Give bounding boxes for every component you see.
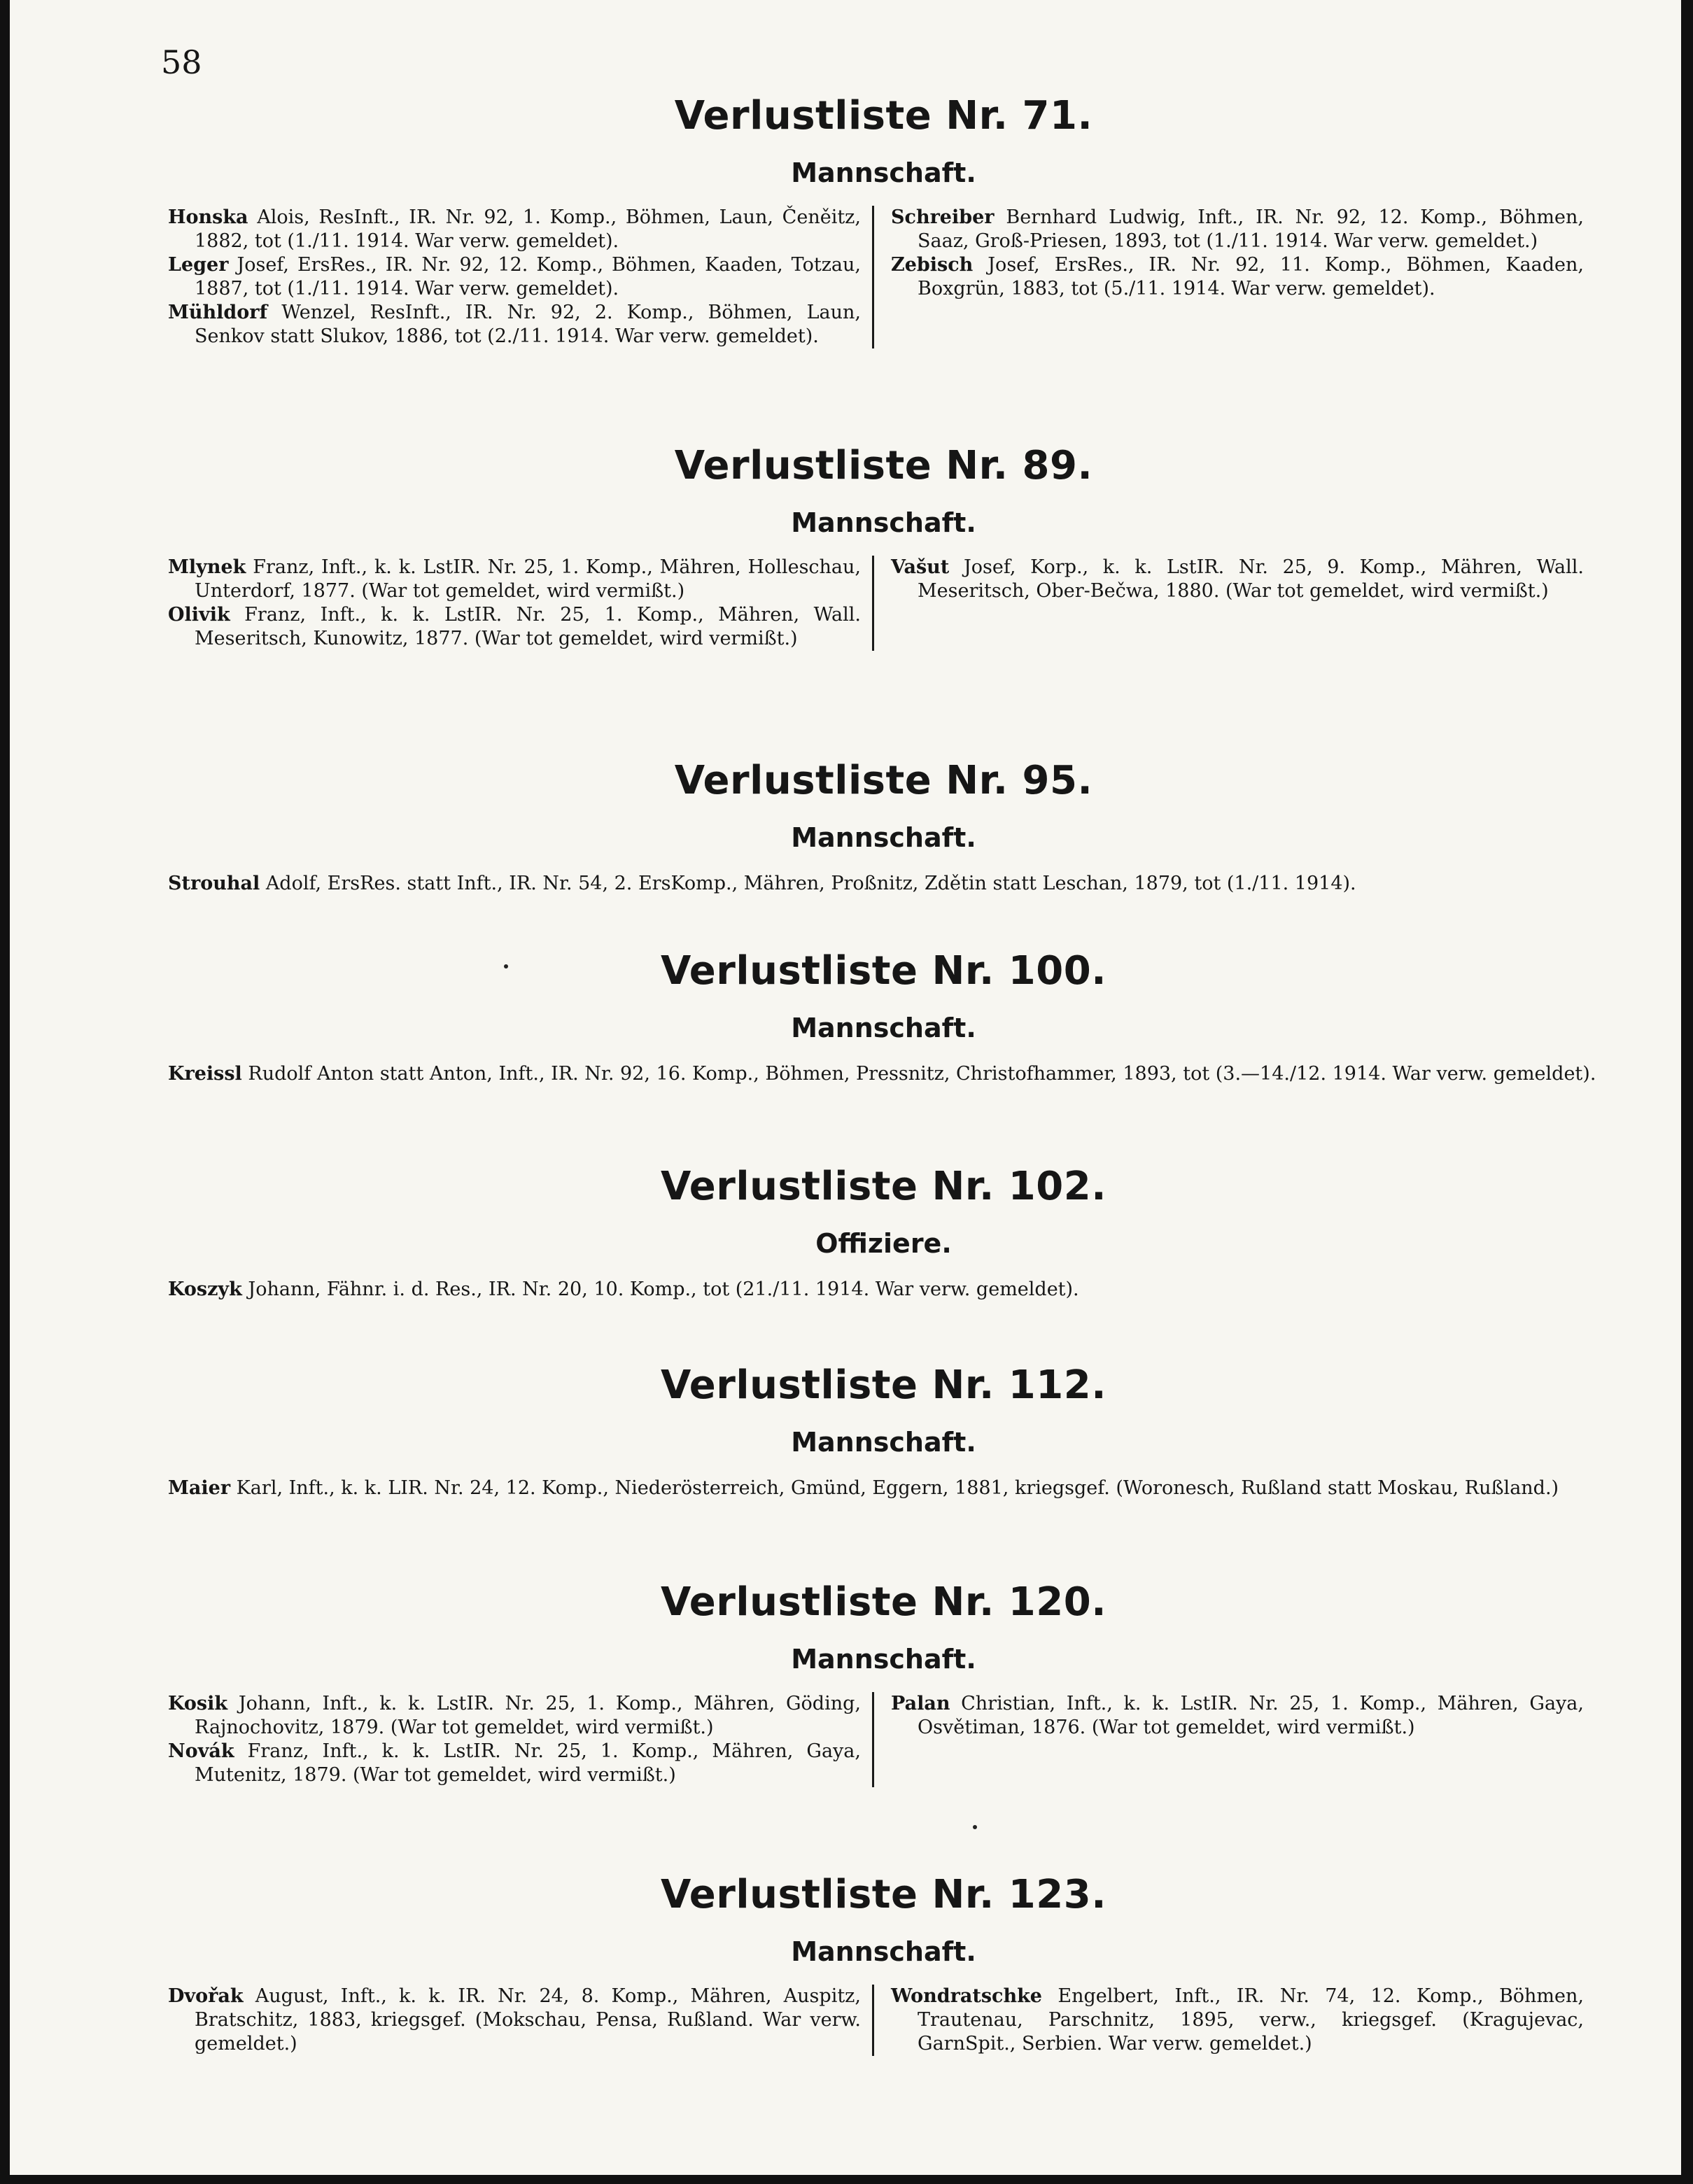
two-column-list: [168, 1692, 1599, 1787]
left-column: [168, 206, 872, 348]
casualty-entry: [168, 1692, 861, 1740]
entry-details: Christian, Inft., k. k. LstIR. Nr. 25, 1. Komp., Mähren, Gaya, Osvětiman, 1876. (War tot gemeldet, wird vermißt.): [918, 1693, 1584, 1738]
column-divider: [872, 1692, 874, 1787]
section-verlustliste-120: [168, 1579, 1599, 1787]
right-column: [885, 1692, 1584, 1787]
section-title: Verlustliste Nr. 120.: [661, 1579, 1107, 1625]
document-page: [10, 0, 1681, 2175]
section-subtitle: Mannschaft.: [791, 1013, 976, 1043]
entry-details: Rudolf Anton statt Anton, Inft., IR. Nr. 92, 16. Komp., Böhmen, Pressnitz, Christofhammer, 1893, tot (3.—14./12. 1914. War verw. gemeldet).: [248, 1063, 1596, 1085]
surname: Leger: [168, 254, 229, 276]
page-number: 58: [161, 43, 202, 81]
surname: Honska: [168, 206, 248, 228]
right-column: [885, 206, 1584, 348]
section-title: Verlustliste Nr. 100.: [661, 948, 1107, 994]
casualty-entry: [168, 556, 861, 603]
surname: Kosik: [168, 1693, 228, 1714]
surname: Olivik: [168, 604, 230, 626]
entry-details: Johann, Inft., k. k. LstIR. Nr. 25, 1. Komp., Mähren, Göding, Rajnochovitz, 1879. (War tot gemeldet, wird vermißt.): [195, 1693, 861, 1738]
casualty-entry: [168, 872, 1599, 896]
entry-details: Johann, Fähnr. i. d. Res., IR. Nr. 20, 10. Komp., tot (21./11. 1914. War verw. gemeldet).: [248, 1278, 1079, 1300]
section-verlustliste-112: [168, 1362, 1599, 1519]
entry-details: Franz, Inft., k. k. LstIR. Nr. 25, 1. Komp., Mähren, Gaya, Mutenitz, 1879. (War tot gemeldet, wird vermißt.): [195, 1740, 861, 1786]
right-column: [885, 1985, 1584, 2056]
surname: Schreiber: [891, 206, 995, 228]
entry-details: Karl, Inft., k. k. LIR. Nr. 24, 12. Komp., Niederösterreich, Gmünd, Eggern, 1881, kriegsgef. (Woronesch, Rußland statt Moskau, Rußland.): [236, 1477, 1559, 1499]
column-divider: [872, 206, 874, 348]
entry-details: Josef, ErsRes., IR. Nr. 92, 11. Komp., Böhmen, Kaaden, Boxgrün, 1883, tot (5./11. 1914. War verw. gemeldet).: [918, 254, 1584, 300]
section-subtitle: Mannschaft.: [791, 1936, 976, 1967]
print-speck: [973, 1825, 977, 1829]
surname: Vašut: [891, 556, 950, 578]
section-subtitle: Mannschaft.: [791, 1427, 976, 1458]
section-verlustliste-71: [168, 93, 1599, 348]
section-title: Verlustliste Nr. 71.: [674, 93, 1093, 139]
entry-details: Engelbert, Inft., IR. Nr. 74, 12. Komp., Böhmen, Trautenau, Parschnitz, 1895, verw., kriegsgef. (Kragujevac, GarnSpit., Serbien. War verw. gemeldet.): [918, 1985, 1584, 2055]
casualty-entry: [168, 1477, 1599, 1500]
surname: Palan: [891, 1693, 950, 1714]
left-column: [168, 1985, 872, 2056]
entry-details: Bernhard Ludwig, Inft., IR. Nr. 92, 12. Komp., Böhmen, Saaz, Groß-Priesen, 1893, tot (1./11. 1914. War verw. gemeldet.): [918, 206, 1584, 252]
section-title: Verlustliste Nr. 112.: [661, 1362, 1107, 1408]
entry-details: August, Inft., k. k. IR. Nr. 24, 8. Komp., Mähren, Auspitz, Bratschitz, 1883, kriegsgef. (Mokschau, Pensa, Rußland. War verw. gemeldet.): [195, 1985, 861, 2055]
left-column: [168, 556, 872, 651]
casualty-entry: [168, 253, 861, 301]
casualty-entry: [891, 1985, 1584, 2056]
section-subtitle: Offiziere.: [815, 1228, 952, 1259]
column-divider: [872, 1985, 874, 2056]
surname: Koszyk: [168, 1278, 242, 1300]
section-title: Verlustliste Nr. 123.: [661, 1872, 1107, 1917]
entry-details: Wenzel, ResInft., IR. Nr. 92, 2. Komp., Böhmen, Laun, Senkov statt Slukov, 1886, tot (2./11. 1914. War verw. gemeldet).: [195, 302, 861, 347]
entry-details: Franz, Inft., k. k. LstIR. Nr. 25, 1. Komp., Mähren, Wall. Meseritsch, Kunowitz, 1877. (War tot gemeldet, wird vermißt.): [195, 604, 861, 649]
two-column-list: [168, 556, 1599, 651]
entry-details: Alois, ResInft., IR. Nr. 92, 1. Komp., Böhmen, Laun, Čeněitz, 1882, tot (1./11. 1914. War verw. gemeldet).: [195, 206, 861, 252]
casualty-entry: [168, 301, 861, 348]
casualty-entry: [168, 1985, 861, 2056]
left-column: [168, 1692, 872, 1787]
surname: Mühldorf: [168, 302, 268, 323]
casualty-entry: [168, 206, 861, 253]
casualty-entry: [168, 1062, 1599, 1086]
section-title: Verlustliste Nr. 89.: [674, 443, 1093, 488]
surname: Mlynek: [168, 556, 246, 578]
section-subtitle: Mannschaft.: [791, 1644, 976, 1675]
casualty-entry: [168, 603, 861, 651]
entry-details: Josef, ErsRes., IR. Nr. 92, 12. Komp., Böhmen, Kaaden, Totzau, 1887, tot (1./11. 1914. War verw. gemeldet).: [195, 254, 861, 300]
casualty-entry: [168, 1278, 1599, 1302]
casualty-entry: [891, 206, 1584, 253]
section-verlustliste-95: [168, 758, 1599, 915]
section-subtitle: Mannschaft.: [791, 157, 976, 188]
casualty-entry: [891, 253, 1584, 301]
section-subtitle: Mannschaft.: [791, 507, 976, 538]
section-verlustliste-89: [168, 443, 1599, 651]
right-column: [885, 556, 1584, 651]
surname: Strouhal: [168, 873, 260, 894]
surname: Zebisch: [891, 254, 974, 276]
casualty-entry: [891, 556, 1584, 603]
surname: Kreissl: [168, 1063, 242, 1085]
surname: Maier: [168, 1477, 231, 1499]
column-divider: [872, 556, 874, 651]
two-column-list: [168, 1985, 1599, 2056]
section-verlustliste-123: [168, 1872, 1599, 2056]
surname: Novák: [168, 1740, 234, 1762]
section-verlustliste-102: [168, 1164, 1599, 1320]
casualty-entry: [891, 1692, 1584, 1740]
surname: Dvořak: [168, 1985, 244, 2007]
entry-details: Josef, Korp., k. k. LstIR. Nr. 25, 9. Komp., Mähren, Wall. Meseritsch, Ober-Bečwa, 1880. (War tot gemeldet, wird vermißt.): [918, 556, 1585, 602]
section-title: Verlustliste Nr. 95.: [674, 758, 1093, 803]
entry-details: Adolf, ErsRes. statt Inft., IR. Nr. 54, 2. ErsKomp., Mähren, Proßnitz, Zdětin statt Leschan, 1879, tot (1./11. 1914).: [265, 873, 1356, 894]
entry-details: Franz, Inft., k. k. LstIR. Nr. 25, 1. Komp., Mähren, Holleschau, Unterdorf, 1877. (War tot gemeldet, wird vermißt.): [195, 556, 862, 602]
surname: Wondratschke: [891, 1985, 1042, 2007]
section-verlustliste-100: [168, 948, 1599, 1105]
casualty-entry: [168, 1740, 861, 1787]
two-column-list: [168, 206, 1599, 348]
section-title: Verlustliste Nr. 102.: [661, 1164, 1107, 1209]
section-subtitle: Mannschaft.: [791, 822, 976, 853]
